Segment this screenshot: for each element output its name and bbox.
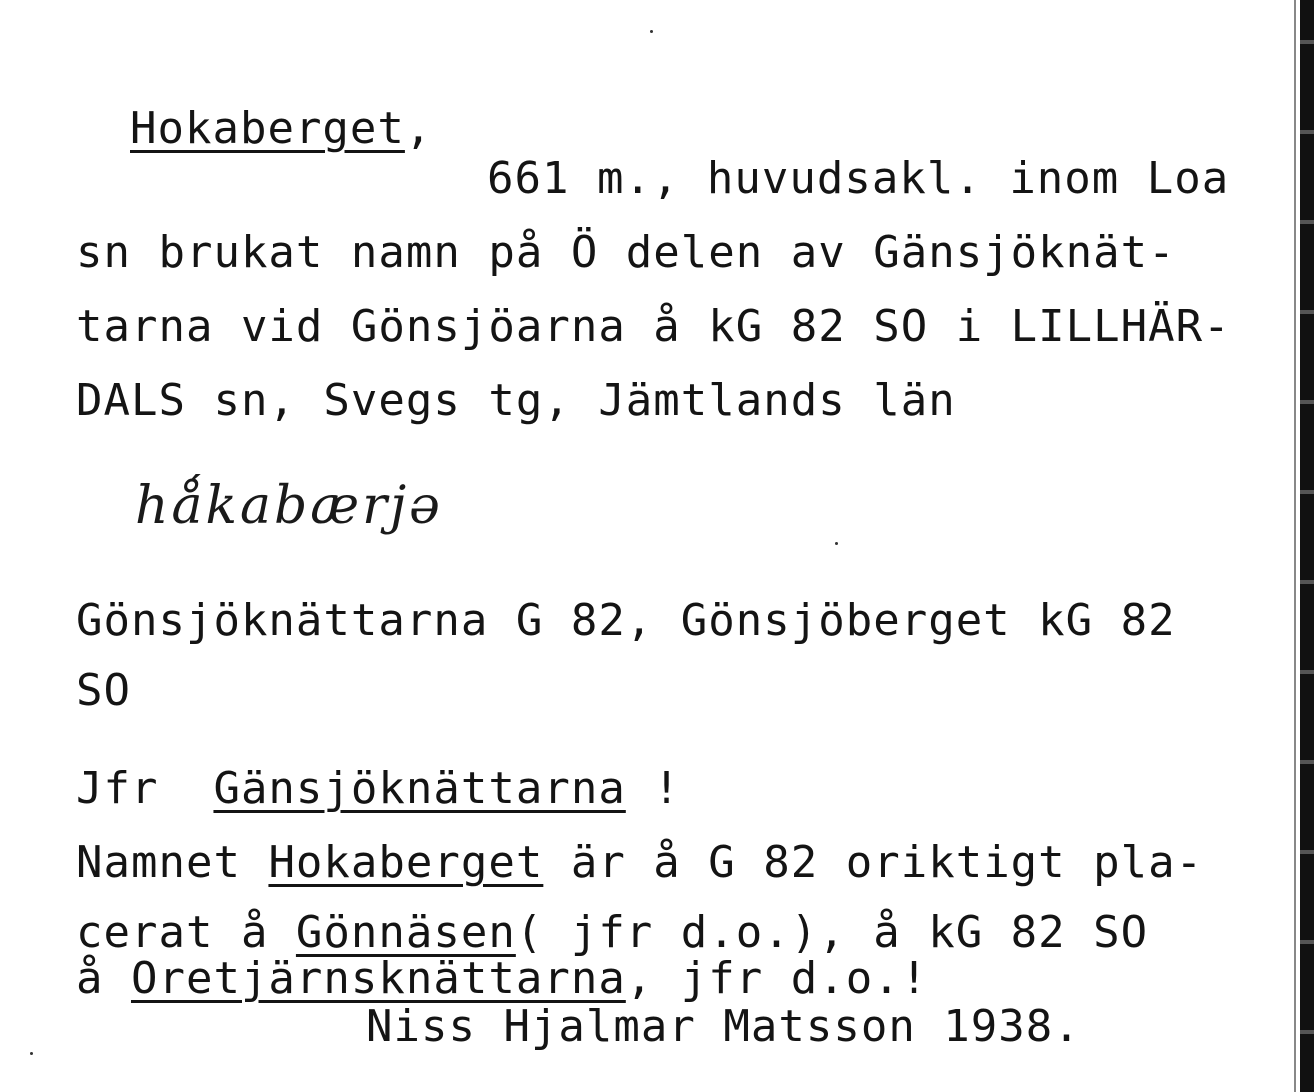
note-line-2 (76, 908, 1148, 958)
note-l2-pre: cerat å (76, 907, 296, 958)
body-line-1: 661 m., huvudsakl. inom Loa (487, 153, 1230, 204)
body-line-2: sn brukat namn på Ö delen av Gänsjöknät- (76, 227, 1176, 278)
refs-line-1: Gönsjöknättarna G 82, Gönsjöberget kG 82 (76, 595, 1176, 646)
jfr-prefix: Jfr (76, 763, 214, 814)
speck (835, 542, 838, 545)
note-line-1 (76, 838, 1203, 888)
body-line-3: tarna vid Gönsjöarna å kG 82 SO i LILLHÄR- (76, 301, 1231, 352)
pronunciation-text: hǻkabærjə (135, 476, 443, 536)
note-line-3 (76, 954, 928, 1004)
note-l2-post: ( jfr d.o.), å kG 82 SO (515, 907, 1149, 958)
note-l3-reference: Oretjärnsknättarna (130, 953, 626, 1004)
headword-punct: , (404, 103, 433, 154)
headword-line (130, 104, 432, 154)
note-l3-post: , jfr d.o.! (625, 953, 929, 1004)
speck (650, 30, 653, 33)
note-l3-pre: å (76, 953, 131, 1004)
body-line-4: DALS sn, Svegs tg, Jämtlands län (76, 375, 956, 426)
note-l2-reference: Gönnäsen (295, 907, 516, 958)
card-edge-line (1294, 0, 1296, 1092)
signature: Niss Hjalmar Matsson 1938. (366, 1001, 1081, 1052)
card-edge-shadow (1300, 0, 1314, 1092)
jfr-line (76, 764, 681, 814)
jfr-suffix: ! (625, 763, 681, 814)
note-l1-post: är å G 82 oriktigt pla- (543, 837, 1204, 888)
headword: Hokaberget (130, 103, 405, 154)
speck (30, 1052, 33, 1055)
refs-line-2: SO (76, 665, 131, 716)
note-l1-pre: Namnet (76, 837, 269, 888)
pronunciation-handwritten (135, 450, 495, 560)
jfr-reference: Gänsjöknättarna (213, 763, 626, 814)
note-l1-reference: Hokaberget (268, 837, 544, 888)
